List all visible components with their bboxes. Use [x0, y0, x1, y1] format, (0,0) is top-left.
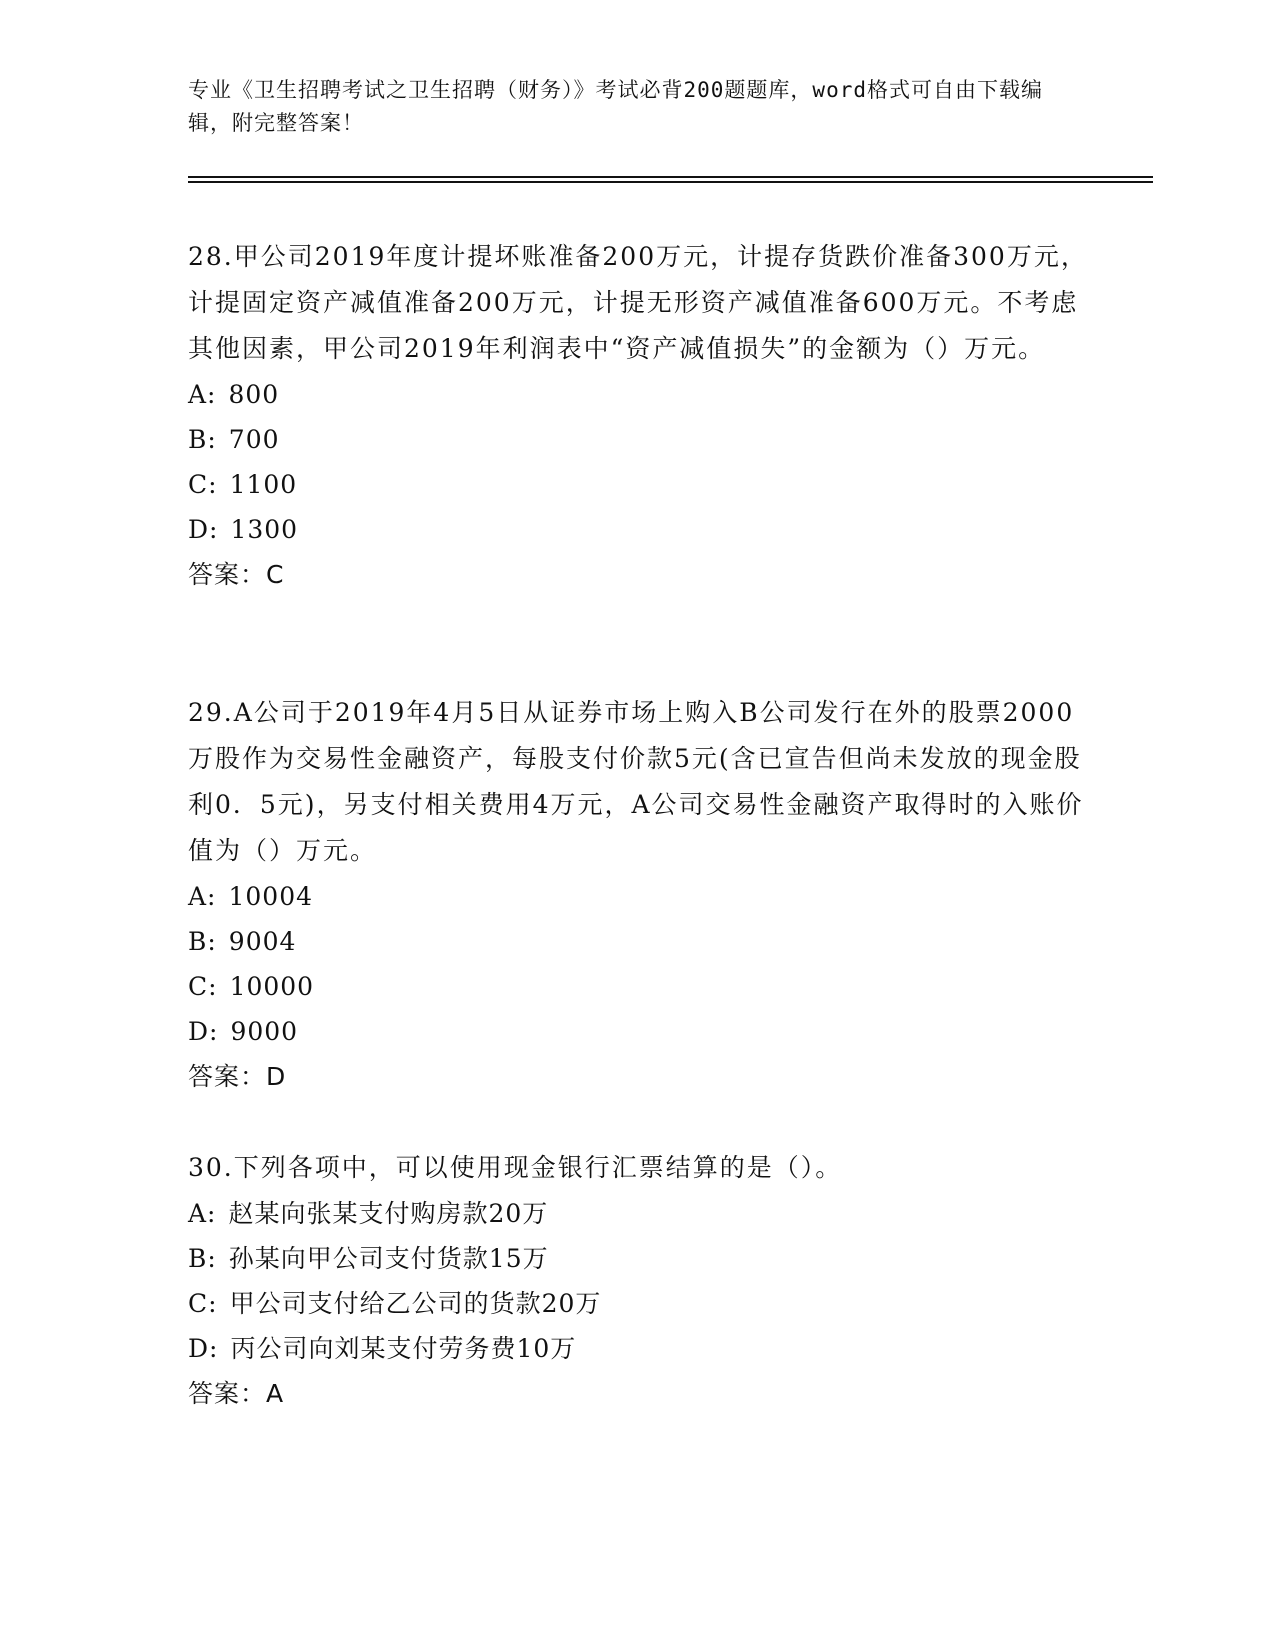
answer-line: 答案：D: [188, 1062, 287, 1091]
option-value: 10000: [229, 972, 315, 1001]
option-value: 10004: [228, 882, 314, 911]
option-key: D:: [188, 1334, 219, 1363]
option-value: 9004: [228, 927, 297, 956]
option-a: [188, 1191, 1088, 1236]
option-a: [188, 372, 1088, 417]
option-value: 赵某向张某支付购房款20万: [228, 1199, 549, 1228]
question-29: [188, 690, 1088, 1100]
answer-line: 答案：A: [188, 1379, 285, 1408]
answer-line: 答案：C: [188, 560, 285, 589]
option-c: [188, 462, 1088, 507]
option-a: [188, 874, 1088, 919]
option-d: [188, 1326, 1088, 1371]
option-b: [188, 417, 1088, 462]
question-text: 29.A公司于2019年4月5日从证券市场上购入B公司发行在外的股票2000万股作为交易性金融资产，每股支付价款5元(含已宣告但尚未发放的现金股利0．5元)，另支付相关费用4万元，A公司交易性金融资产取得时的入账价值为（）万元。: [188, 698, 1084, 865]
option-key: B:: [188, 1244, 217, 1273]
option-d: [188, 1009, 1088, 1054]
option-c: [188, 1281, 1088, 1326]
option-key: D:: [188, 1017, 219, 1046]
option-key: D:: [188, 515, 219, 544]
header-divider-bottom: [188, 181, 1153, 183]
header-divider-top: [188, 176, 1153, 178]
question-28: [188, 234, 1088, 598]
option-d: [188, 507, 1088, 552]
option-value: 9000: [230, 1017, 299, 1046]
option-value: 700: [228, 425, 280, 454]
option-key: C:: [188, 972, 218, 1001]
document-header: 专业《卫生招聘考试之卫生招聘（财务）》考试必背200题题库，word格式可自由下载编辑，附完整答案！: [188, 78, 1043, 135]
option-key: A:: [188, 1199, 217, 1228]
option-value: 1100: [229, 470, 298, 499]
question-text: 28.甲公司2019年度计提坏账准备200万元，计提存货跌价准备300万元，计提固定资产减值准备200万元，计提无形资产减值准备600万元。不考虑其他因素，甲公司2019年利润表中“资产减值损失”的金额为（）万元。: [188, 242, 1088, 363]
option-b: [188, 919, 1088, 964]
option-value: 800: [228, 380, 280, 409]
option-value: 丙公司向刘某支付劳务费10万: [230, 1334, 577, 1363]
option-value: 孙某向甲公司支付货款15万: [228, 1244, 549, 1273]
option-value: 1300: [230, 515, 299, 544]
option-c: [188, 964, 1088, 1009]
option-key: C:: [188, 1289, 218, 1318]
option-key: C:: [188, 470, 218, 499]
option-key: A:: [188, 380, 217, 409]
option-key: B:: [188, 425, 217, 454]
option-value: 甲公司支付给乙公司的货款20万: [229, 1289, 602, 1318]
option-key: B:: [188, 927, 217, 956]
question-30: [188, 1145, 1088, 1417]
question-text: 30.下列各项中，可以使用现金银行汇票结算的是（）。: [188, 1153, 843, 1182]
option-b: [188, 1236, 1088, 1281]
option-key: A:: [188, 882, 217, 911]
